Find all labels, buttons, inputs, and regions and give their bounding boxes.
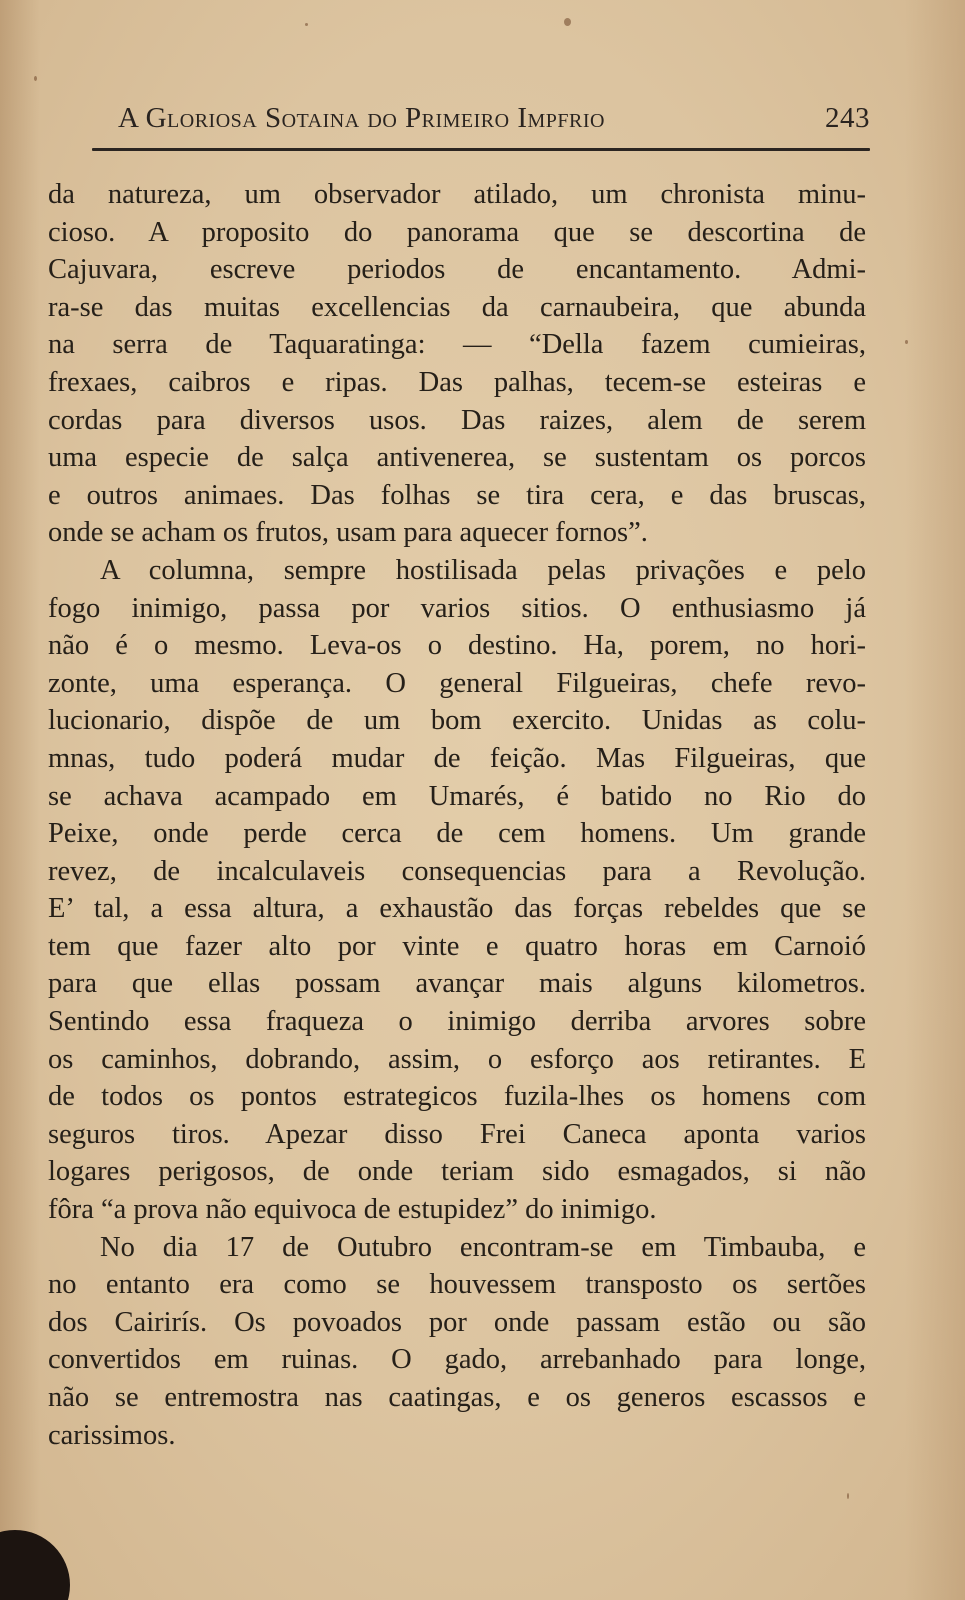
page-header [118, 102, 870, 142]
text-line: na serra de Taquaratinga: — “Della fazem cumieiras, [48, 329, 866, 361]
text-line: E’ tal, a essa altura, a exhaustão das forças rebeldes que se [48, 893, 866, 925]
text-line: dos Cairirís. Os povoados por onde passam estão ou são [48, 1306, 866, 1338]
body-text [48, 176, 866, 1454]
text-line: para que ellas possam avançar mais alguns kilometros. [48, 968, 866, 1000]
text-line: zonte, uma esperança. O general Filgueiras, chefe revo- [48, 667, 866, 699]
text-line: Sentindo essa fraqueza o inimigo derriba arvores sobre [48, 1006, 866, 1038]
page-number: 243 [825, 102, 870, 134]
paper-speck [564, 18, 571, 26]
text-line: carissimos. [48, 1419, 176, 1451]
text-line: fôra “a prova não equivoca de estupidez” do inimigo. [48, 1194, 657, 1226]
text-line: fogo inimigo, passa por varios sitios. O enthusiasmo já [48, 592, 866, 624]
running-title: A Gloriosa Sotaina do Primeiro Impfrio [118, 102, 605, 134]
paper-speck [905, 340, 908, 344]
text-line: frexaes, caibros e ripas. Das palhas, tecem-se esteiras e [48, 366, 866, 398]
paper-speck [305, 23, 308, 26]
text-line: convertidos em ruinas. O gado, arrebanhado para longe, [48, 1344, 866, 1376]
text-line: Cajuvara, escreve periodos de encantamento. Admi- [48, 254, 866, 286]
text-line: logares perigosos, de onde teriam sido esmagados, si não [48, 1156, 866, 1188]
text-line: Peixe, onde perde cerca de cem homens. Um grande [48, 818, 866, 850]
text-line: onde se acham os frutos, usam para aquecer fornos”. [48, 517, 648, 549]
text-line: lucionario, dispõe de um bom exercito. Unidas as colu- [48, 705, 866, 737]
text-line: e outros animaes. Das folhas se tira cera, e das bruscas, [48, 479, 866, 511]
paper-speck [847, 1493, 849, 1499]
text-line: ra-se das muitas excellencias da carnaubeira, que abunda [48, 291, 866, 323]
text-line: no entanto era como se houvessem transposto os sertões [48, 1269, 866, 1301]
text-line: os caminhos, dobrando, assim, o esforço aos retirantes. E [48, 1043, 866, 1075]
text-line: A columna, sempre hostilisada pelas privações e pelo [100, 554, 866, 586]
scan-corner-shadow [0, 1530, 70, 1600]
text-line: seguros tiros. Apezar disso Frei Caneca aponta varios [48, 1118, 866, 1150]
header-rule [92, 148, 870, 151]
text-line: revez, de incalculaveis consequencias para a Revolução. [48, 855, 866, 887]
text-line: cioso. A proposito do panorama que se descortina de [48, 216, 866, 248]
text-line: se achava acampado em Umarés, é batido no Rio do [48, 780, 866, 812]
text-line: de todos os pontos estrategicos fuzila-lhes os homens com [48, 1081, 866, 1113]
text-line: No dia 17 de Outubro encontram-se em Timbauba, e [100, 1231, 866, 1263]
paragraph-3 [48, 1229, 866, 1455]
paragraph-1 [48, 176, 866, 552]
paragraph-2 [48, 552, 866, 1229]
text-line: da natureza, um observador atilado, um chronista minu- [48, 179, 866, 210]
paper-speck [34, 76, 37, 81]
text-line: não se entremostra nas caatingas, e os generos escassos e [48, 1382, 866, 1413]
text-line: uma especie de salça antivenerea, se sustentam os porcos [48, 442, 866, 474]
text-line: tem que fazer alto por vinte e quatro horas em Carnoió [48, 930, 866, 962]
text-line: cordas para diversos usos. Das raizes, alem de serem [48, 404, 866, 436]
text-line: mnas, tudo poderá mudar de feição. Mas Filgueiras, que [48, 742, 866, 774]
text-line: não é o mesmo. Leva-os o destino. Ha, porem, no hori- [48, 630, 866, 662]
